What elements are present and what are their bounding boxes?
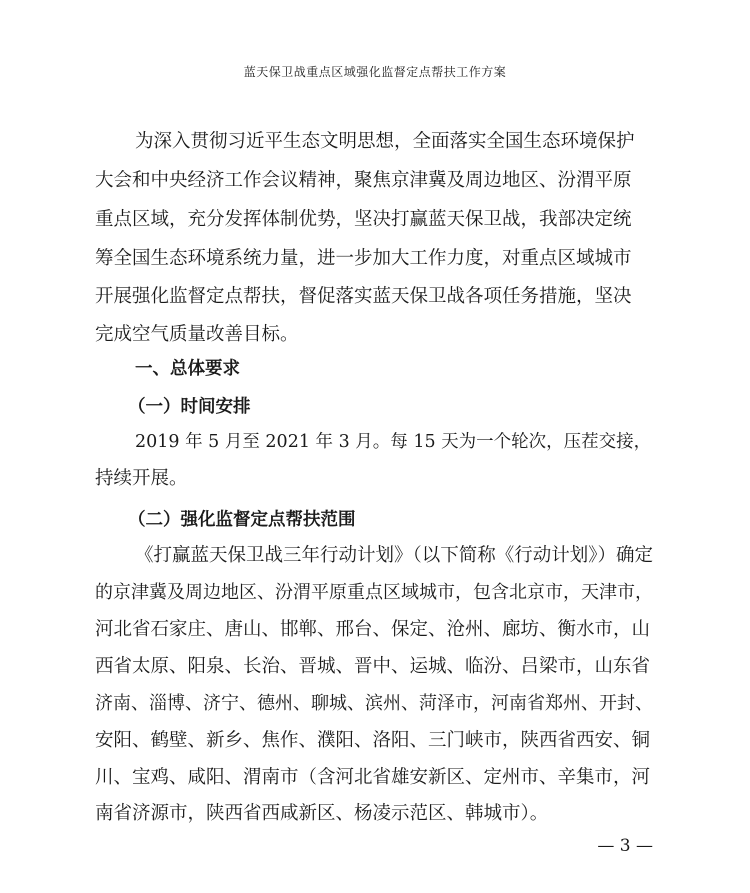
intro-line-6: 完成空气质量改善目标。	[95, 324, 299, 345]
scope-line-7: 川、宝鸡、咸阳、渭南市（含河北省雄安新区、定州市、辛集市，河	[95, 767, 651, 788]
scope-line-6: 安阳、鹤壁、新乡、焦作、濮阳、洛阳、三门峡市，陕西省西安、铜	[95, 730, 651, 751]
schedule-line-1: 2019 年 5 月至 2021 年 3 月。每 15 天为一个轮次，压茬交接，	[135, 432, 652, 452]
scope-line-1: 《打赢蓝天保卫战三年行动计划》（以下简称《行动计划》）确定	[135, 545, 654, 566]
scope-line-2: 的京津冀及周边地区、汾渭平原重点区域城市，包含北京市，天津市，	[95, 582, 653, 603]
scope-line-8: 南省济源市，陕西省西咸新区、杨凌示范区、韩城市）。	[95, 803, 549, 824]
intro-line-2: 大会和中央经济工作会议精神，聚焦京津冀及周边地区、汾渭平原	[95, 170, 632, 191]
section-heading-overall-requirements: 一、总体要求	[135, 359, 240, 379]
intro-line-1: 为深入贯彻习近平生态文明思想，全面落实全国生态环境保护	[135, 131, 635, 152]
subsection-heading-scope: （二）强化监督定点帮扶范围	[128, 510, 356, 530]
intro-line-4: 筹全国生态环境系统力量，进一步加大工作力度，对重点区域城市	[95, 248, 632, 269]
document-title: 蓝天保卫战重点区域强化监督定点帮扶工作方案	[243, 65, 507, 79]
scope-line-3: 河北省石家庄、唐山、邯郸、邢台、保定、沧州、廊坊、衡水市，山	[95, 619, 651, 640]
intro-line-3: 重点区域，充分发挥体制优势，坚决打赢蓝天保卫战，我部决定统	[95, 209, 632, 230]
intro-line-5: 开展强化监督定点帮扶，督促落实蓝天保卫战各项任务措施，坚决	[95, 286, 632, 307]
scope-line-5: 济南、淄博、济宁、德州、聊城、滨州、菏泽市，河南省郑州、开封、	[95, 693, 653, 714]
schedule-line-2: 持续开展。	[95, 468, 188, 489]
subsection-heading-schedule: （一）时间安排	[128, 397, 251, 417]
scope-line-4: 西省太原、阳泉、长治、晋城、晋中、运城、临汾、吕梁市，山东省	[95, 656, 651, 677]
page-number: — 3 —	[597, 836, 653, 856]
